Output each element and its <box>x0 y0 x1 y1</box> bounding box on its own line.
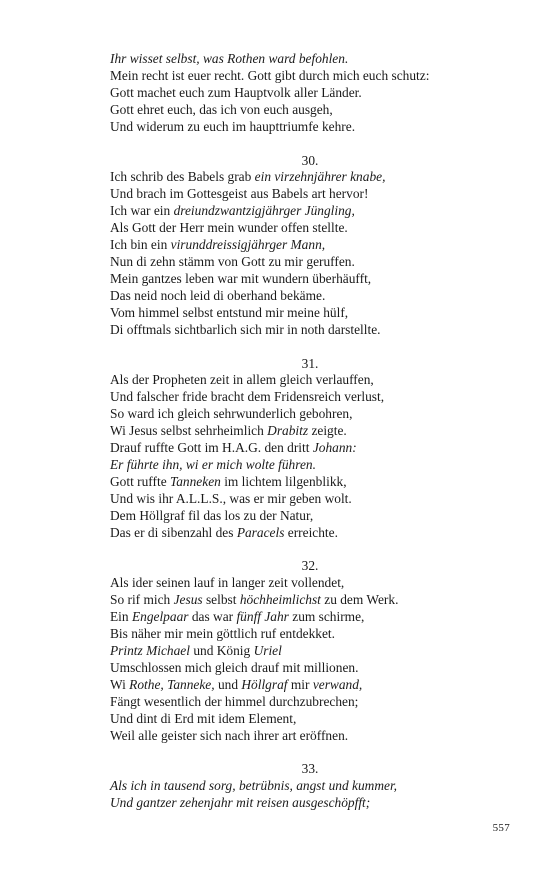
text-run: Und falscher fride bracht dem Fridensreich verlust, <box>110 389 385 405</box>
text-run: selbst <box>202 592 240 608</box>
text-run: Weil alle geister sich nach ihrer art eröffnen. <box>110 727 349 743</box>
text-run: Und brach im Gottesgeist aus Babels art hervor! <box>110 186 369 202</box>
text-run: Di offtmals sichtbarlich sich mir in noth darstellte. <box>110 321 381 337</box>
text-run: Als ider seinen lauf in langer zeit vollendet, <box>110 575 345 591</box>
stanza-number: 31. <box>301 355 319 371</box>
text-run: Und widerum zu euch im haupttriumfe kehre. <box>110 118 356 134</box>
verse-line <box>110 677 510 694</box>
italic-text: Uriel <box>253 643 282 658</box>
verse-line <box>110 119 510 136</box>
text-run: Und dint di Erd mit idem Element, <box>110 710 297 726</box>
text-run: das war <box>188 609 237 625</box>
text-run: Mein gantzes leben war mit wundern überhäufft, <box>110 270 372 286</box>
text-run: Bis näher mir mein göttlich ruf entdekket. <box>110 626 335 642</box>
verse-line <box>110 51 510 68</box>
italic-text: verwand, <box>312 676 363 692</box>
stanza <box>110 778 510 812</box>
text-run: Gott ruffte <box>110 473 170 489</box>
text-run: Vom himmel selbst entstund mir meine hülf, <box>110 304 349 320</box>
text-run: Ich bin ein <box>110 237 171 253</box>
italic-text: Jesus <box>173 592 203 608</box>
verse-line <box>110 102 510 119</box>
italic-text: dreiundzwantzigjährger Jüngling, <box>173 203 355 219</box>
text-run: Und wis ihr A.L.L.S., was er mir geben wolt. <box>110 490 352 506</box>
verse-line <box>110 271 510 288</box>
stanza-number: 33. <box>301 761 319 777</box>
verse-line <box>110 322 510 339</box>
text-run: Umschlossen mich gleich drauf mit millionen. <box>110 659 359 675</box>
text-run: erreichte. <box>284 524 338 540</box>
text-run: im lichtem lilgenblikk, <box>220 473 347 489</box>
verse-line <box>110 85 510 102</box>
stanza-number: 32. <box>301 558 319 574</box>
verse-line <box>110 406 510 423</box>
text-run: Das neid noch leid di oberhand bekäme. <box>110 287 326 303</box>
italic-text: Paracels <box>236 524 285 540</box>
stanza <box>110 575 510 744</box>
italic-text: Tanneken <box>170 473 221 489</box>
text-run: Mein recht ist euer recht. Gott gibt durch mich euch schutz: <box>110 67 430 83</box>
verse-line <box>110 592 510 609</box>
italic-text: virunddreissigjährger Mann, <box>170 237 326 253</box>
italic-text: Ihr wisset selbst, was Rothen ward befohlen. <box>110 51 349 66</box>
italic-text: Printz Michael <box>110 643 190 658</box>
verse-line <box>110 254 510 271</box>
italic-text: Als ich in tausend sorg, betrübnis, angst und kummer, <box>110 778 398 794</box>
text-run: Das er di sibenzahl des <box>110 524 237 540</box>
italic-text: Höllgraf <box>241 676 288 692</box>
text-run: zum schirme, <box>288 609 365 625</box>
text-run: Wi <box>110 676 130 692</box>
text-run: Wi Jesus selbst sehrheimlich <box>110 423 268 439</box>
verse-line <box>110 305 510 322</box>
italic-text: ein virzehnjährer knabe, <box>254 169 386 185</box>
italic-text: Drabitz <box>267 423 309 439</box>
italic-text: Johann: <box>312 440 357 456</box>
text-run: Fängt wesentlich der himmel durchzubrechen; <box>110 693 359 709</box>
verse-line <box>110 491 510 508</box>
text-run: Gott machet euch zum Hauptvolk aller Länder. <box>110 84 362 100</box>
text-run: Ich war ein <box>110 203 174 219</box>
verse-line <box>110 711 510 728</box>
verse-line <box>110 778 510 795</box>
verse-line <box>110 372 510 389</box>
page-number: 557 <box>492 822 510 834</box>
verse-line <box>110 186 510 203</box>
italic-text: Rothe, Tanneke, <box>129 676 215 692</box>
verse-line <box>110 795 510 812</box>
italic-text: höchheimlichst <box>239 592 321 608</box>
italic-text: fünff Jahr <box>236 609 289 625</box>
verse-line <box>110 169 510 186</box>
stanza <box>110 169 510 338</box>
stanza-number: 30. <box>301 152 319 168</box>
text-run: Ich schrib des Babels grab <box>110 169 255 185</box>
verse-line <box>110 423 510 440</box>
verse-line <box>110 728 510 745</box>
verse-line <box>110 643 510 660</box>
poem-text <box>110 51 510 812</box>
verse-line <box>110 220 510 237</box>
verse-line <box>110 626 510 643</box>
text-run: und König <box>189 643 254 658</box>
stanza <box>110 372 510 541</box>
text-run: Gott ehret euch, das ich von euch ausgeh, <box>110 101 333 117</box>
text-run: So ward ich gleich sehrwunderlich gebohren, <box>110 406 353 422</box>
verse-line <box>110 440 510 457</box>
text-run: Dem Höllgraf fil das los zu der Natur, <box>110 507 314 523</box>
verse-line <box>110 237 510 254</box>
verse-line <box>110 609 510 626</box>
verse-line <box>110 474 510 491</box>
text-run: Nun di zehn stämm von Gott zu mir geruffen. <box>110 253 355 269</box>
italic-text: Und gantzer zehenjahr mit reisen ausgeschöpfft; <box>110 795 371 811</box>
text-run: zu dem Werk. <box>320 592 399 608</box>
text-run: Ein <box>110 609 132 625</box>
verse-line <box>110 457 510 474</box>
text-run: und <box>214 676 242 692</box>
italic-text: Engelpaar <box>131 609 189 625</box>
italic-text: Er führte ihn, wi er mich wolte führen. <box>110 456 316 472</box>
verse-line <box>110 203 510 220</box>
text-run: Drauf ruffte Gott im H.A.G. den dritt <box>110 440 313 456</box>
text-run: Als Gott der Herr mein wunder offen stellte. <box>110 220 348 236</box>
text-run: zeigte. <box>308 423 347 439</box>
text-run: mir <box>287 676 313 692</box>
verse-line <box>110 389 510 406</box>
verse-line <box>110 525 510 542</box>
verse-line <box>110 660 510 677</box>
verse-line <box>110 508 510 525</box>
verse-line <box>110 694 510 711</box>
stanza <box>110 51 510 136</box>
verse-line <box>110 575 510 592</box>
verse-line <box>110 288 510 305</box>
verse-line <box>110 68 510 85</box>
text-run: So rif mich <box>110 592 174 608</box>
text-run: Als der Propheten zeit in allem gleich verlauffen, <box>110 372 374 388</box>
